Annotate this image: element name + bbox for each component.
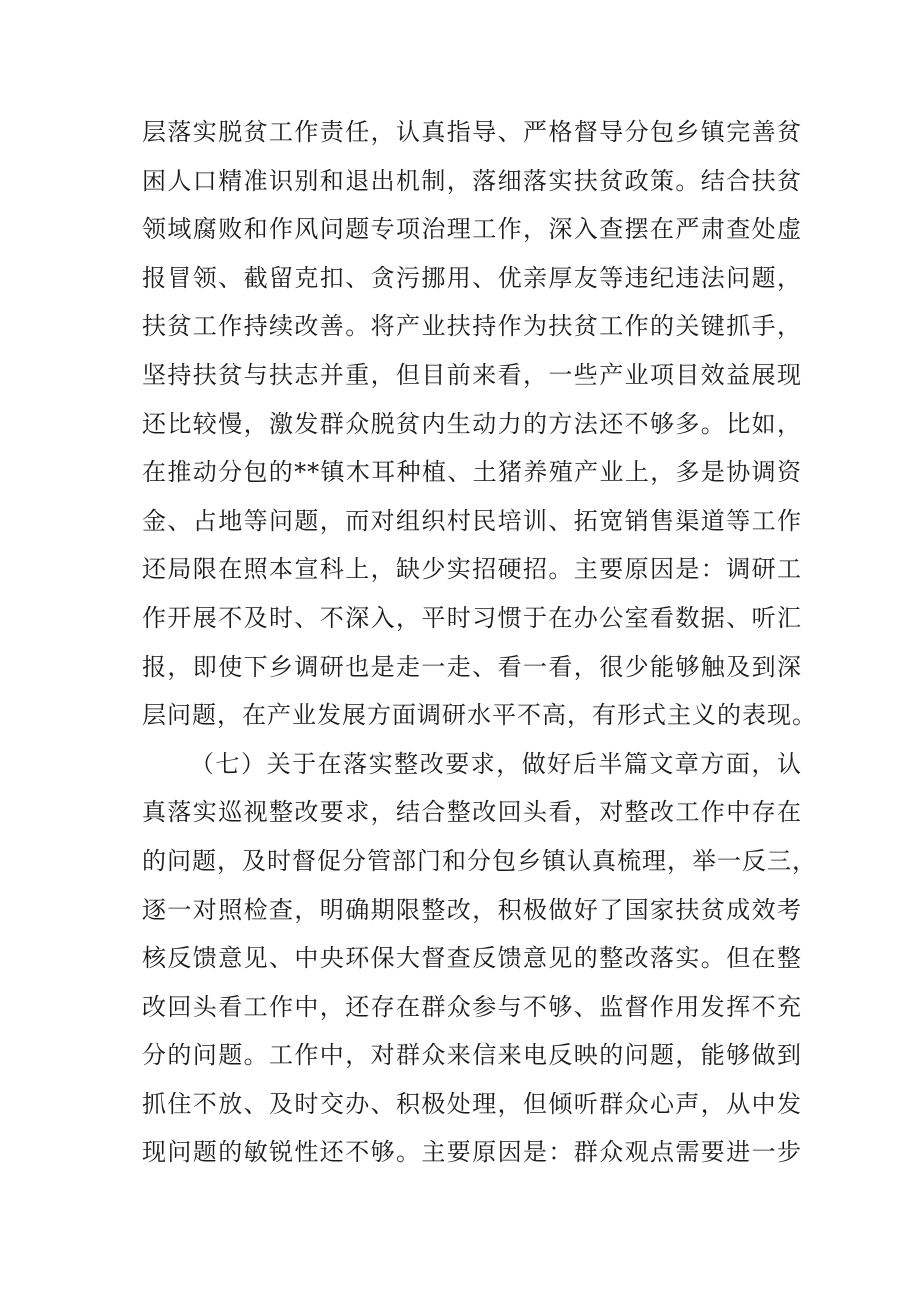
section-heading-line: （七）关于在落实整改要求，做好后半篇文章方面，认 — [190, 749, 802, 778]
text-line: 领域腐败和作风问题专项治理工作，深入查摆在严肃查处虚 — [142, 215, 802, 244]
text-line: 还比较慢，激发群众脱贫内生动力的方法还不够多。比如， — [142, 409, 802, 438]
text-line: 还局限在照本宣科上，缺少实招硬招。主要原因是：调研工 — [142, 555, 802, 584]
text-line: 报冒领、截留克扣、贪污挪用、优亲厚友等违纪违法问题， — [142, 263, 802, 292]
text-line: 层问题，在产业发展方面调研水平不高，有形式主义的表现。 — [142, 701, 817, 730]
text-line: 层落实脱贫工作责任，认真指导、严格督导分包乡镇完善贫 — [142, 118, 802, 146]
text-line: 抓住不放、及时交办、积极处理，但倾听群众心声，从中发 — [142, 1089, 802, 1118]
text-line: 困人口精准识别和退出机制，落细落实扶贫政策。结合扶贫 — [142, 166, 802, 195]
text-line: 分的问题。工作中，对群众来信来电反映的问题，能够做到 — [142, 1041, 802, 1070]
text-line: 在推动分包的**镇木耳种植、土猪养殖产业上，多是协调资 — [142, 458, 802, 487]
text-line: 扶贫工作持续改善。将产业扶持作为扶贫工作的关键抓手， — [142, 312, 802, 341]
text-line: 的问题，及时督促分管部门和分包乡镇认真梳理，举一反三， — [142, 846, 817, 875]
text-line: 金、占地等问题，而对组织村民培训、拓宽销售渠道等工作 — [142, 506, 802, 535]
text-line: 坚持扶贫与扶志并重，但目前来看，一些产业项目效益展现 — [142, 360, 802, 389]
text-line: 真落实巡视整改要求，结合整改回头看，对整改工作中存在 — [142, 798, 802, 827]
text-line: 核反馈意见、中央环保大督查反馈意见的整改落实。但在整 — [142, 944, 802, 973]
text-line: 现问题的敏锐性还不够。主要原因是：群众观点需要进一步 — [142, 1138, 802, 1167]
text-line: 逐一对照检查，明确期限整改，积极做好了国家扶贫成效考 — [142, 895, 802, 924]
text-line: 报，即使下乡调研也是走一走、看一看，很少能够触及到深 — [142, 652, 802, 681]
document-body — [142, 108, 817, 1177]
text-line: 作开展不及时、不深入，平时习惯于在办公室看数据、听汇 — [142, 603, 802, 632]
text-line: 改回头看工作中，还存在群众参与不够、监督作用发挥不充 — [142, 992, 802, 1021]
